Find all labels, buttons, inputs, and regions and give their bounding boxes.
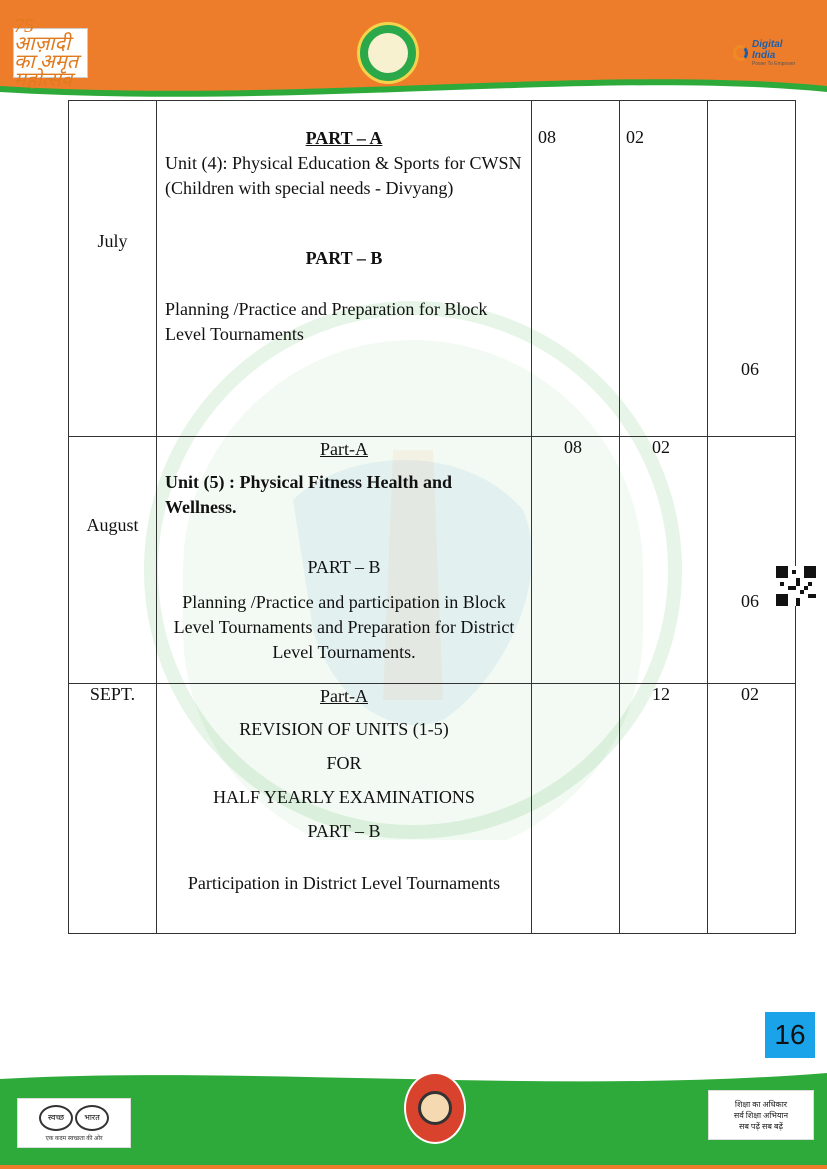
cell-value: 06 [741, 359, 759, 379]
part-b-text: Participation in District Level Tournaments [187, 873, 501, 893]
board-seal-icon [357, 22, 419, 84]
revision-line: HALF YEARLY EXAMINATIONS [213, 787, 475, 807]
cell-value: 08 [538, 127, 556, 147]
cell-value: 02 [626, 127, 644, 147]
digital-india-ring-icon [733, 45, 748, 61]
month-cell: August [86, 515, 139, 535]
unit-text: Unit (5) : Physical Fitness Health and Wellness. [165, 472, 453, 517]
table-row [69, 684, 796, 934]
part-b-heading: PART – B [305, 248, 383, 268]
table-row [69, 437, 796, 684]
beti-bachao-logo [404, 1072, 466, 1144]
month-cell: July [97, 231, 128, 251]
part-a-heading: Part-A [320, 439, 368, 459]
page-number: 16 [765, 1012, 815, 1058]
part-b-heading: PART – B [307, 821, 381, 841]
swachh-lens-right: भारत [75, 1105, 109, 1131]
qr-code-icon[interactable] [776, 566, 816, 606]
part-b-text: Planning /Practice and participation in Block Level Tournaments and Preparation for District Level Tournaments. [173, 592, 515, 662]
revision-line: REVISION OF UNITS (1-5) [239, 719, 449, 739]
swachh-bharat-logo [17, 1098, 131, 1148]
cell-value: 06 [741, 591, 759, 611]
swachh-caption: एक कदम स्वच्छता की ओर [45, 1135, 103, 1142]
rte-line3: सब पढ़ें सब बढ़ें [738, 1121, 784, 1131]
cell-value: 12 [652, 684, 670, 704]
unit-text: Unit (4): Physical Education & Sports for CWSN (Children with special needs - Divyang) [165, 153, 522, 198]
swachh-lens-left: स्वच्छ [39, 1105, 73, 1131]
digital-india-tagline: Power To Empower [752, 60, 796, 67]
part-b-heading: PART – B [307, 557, 381, 577]
syllabus-table [68, 100, 796, 934]
azadi-ka-amrit-mahotsav-logo [13, 15, 88, 91]
right-to-education-logo [708, 1090, 814, 1140]
logo-left-text: 75 आज़ादी का अमृत महोत्सव [14, 15, 79, 91]
part-a-heading: PART – A [305, 128, 383, 148]
cell-value: 02 [741, 684, 759, 704]
digital-india-logo [733, 38, 803, 68]
part-a-heading: Part-A [320, 686, 368, 706]
part-b-text: Planning /Practice and Preparation for Block Level Tournaments [165, 299, 488, 344]
table-row [69, 101, 796, 437]
cell-value: 02 [652, 437, 670, 457]
rte-line1: शिक्षा का अधिकार [734, 1099, 788, 1109]
cell-value: 08 [564, 437, 582, 457]
revision-line: FOR [326, 753, 362, 773]
digital-india-title: Digital India [752, 38, 783, 61]
rte-line2: सर्व शिक्षा अभियान [733, 1110, 789, 1120]
month-cell: SEPT. [89, 684, 136, 704]
